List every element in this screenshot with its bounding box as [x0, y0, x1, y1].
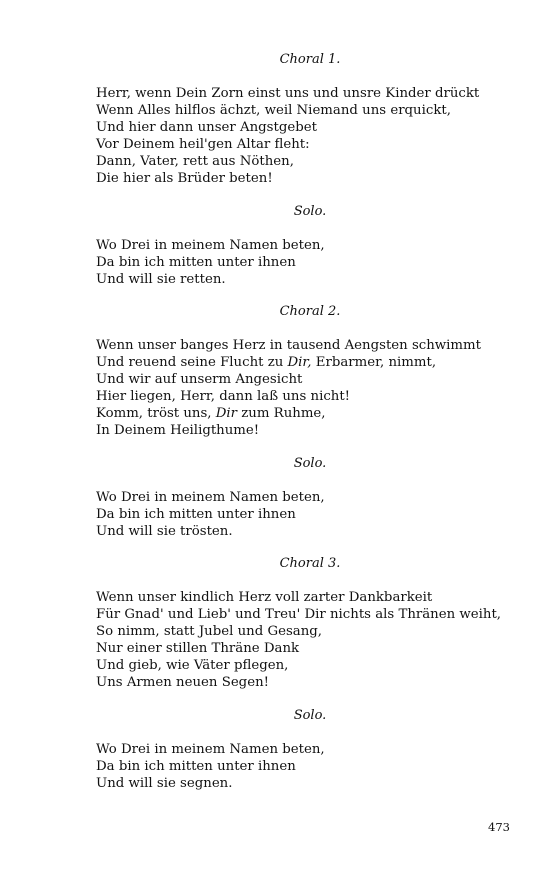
verse-line	[96, 170, 479, 187]
verse-text: In Deinem Heiligthume!	[96, 423, 260, 438]
verse-text: So nimm, statt Jubel und Gesang,	[96, 624, 323, 639]
stanza-choral-1	[96, 85, 479, 187]
stanza-solo-2	[96, 489, 325, 540]
verse-line	[96, 606, 501, 623]
verse-line	[96, 405, 481, 422]
verse-text: Die hier als Brüder beten!	[96, 171, 273, 186]
verse-text: Wo Drei in meinem Namen beten,	[96, 742, 325, 757]
verse-text: Hier liegen, Herr, dann laß uns nicht!	[96, 389, 351, 404]
verse-line	[96, 623, 501, 640]
verse-text: Wo Drei in meinem Namen beten,	[96, 238, 325, 253]
stanza-solo-3	[96, 741, 325, 792]
heading-solo-2: Solo.	[293, 456, 327, 471]
heading-choral-1: Choral 1.	[279, 52, 341, 67]
verse-text: Wenn Alles hilflos ächzt, weil Niemand uns erquickt,	[96, 103, 451, 118]
heading-choral-2: Choral 2.	[279, 304, 341, 319]
verse-text: Da bin ich mitten unter ihnen	[96, 507, 296, 522]
verse-text: Vor Deinem heil'gen Altar fleht:	[96, 137, 310, 152]
verse-line	[96, 741, 325, 758]
stanza-solo-1	[96, 237, 325, 288]
verse-line	[96, 589, 501, 606]
verse-line	[96, 119, 479, 136]
verse-line	[96, 354, 481, 371]
verse-text: Nur einer stillen Thräne Dank	[96, 641, 300, 656]
verse-text: Komm, tröst uns,	[96, 406, 216, 421]
verse-text: Und hier dann unser Angstgebet	[96, 120, 317, 135]
verse-text: Wo Drei in meinem Namen beten,	[96, 490, 325, 505]
verse-line	[96, 337, 481, 354]
verse-text: Für Gnad' und Lieb' und Treu' Dir nichts als Thränen weiht,	[96, 607, 502, 622]
verse-text: Herr, wenn Dein Zorn einst uns und unsre Kinder drückt	[96, 86, 480, 101]
heading-solo-1: Solo.	[293, 204, 327, 219]
verse-line	[96, 523, 325, 540]
verse-text: Da bin ich mitten unter ihnen	[96, 759, 296, 774]
verse-line	[96, 506, 325, 523]
verse-line	[96, 489, 325, 506]
verse-text: Und will sie trösten.	[96, 524, 233, 539]
heading-choral-3: Choral 3.	[279, 556, 341, 571]
verse-text: Und will sie retten.	[96, 272, 226, 287]
verse-line	[96, 136, 479, 153]
verse-line	[96, 674, 501, 691]
verse-text: Wenn unser banges Herz in tausend Aengsten schwimmt	[96, 338, 481, 353]
verse-line	[96, 640, 501, 657]
verse-text: Dann, Vater, rett aus Nöthen,	[96, 154, 294, 169]
verse-text: Und will sie segnen.	[96, 776, 233, 791]
verse-line	[96, 775, 325, 792]
page-number: 473	[488, 820, 510, 834]
verse-line	[96, 657, 501, 674]
verse-line	[96, 371, 481, 388]
verse-line	[96, 254, 325, 271]
verse-line	[96, 237, 325, 254]
verse-emphasis: Dir	[215, 406, 238, 421]
verse-emphasis: Dir,	[287, 355, 312, 370]
verse-text: Da bin ich mitten unter ihnen	[96, 255, 296, 270]
verse-line	[96, 758, 325, 775]
verse-text: Uns Armen neuen Segen!	[96, 675, 269, 690]
verse-line	[96, 422, 481, 439]
stanza-choral-2	[96, 337, 481, 439]
verse-line	[96, 153, 479, 170]
verse-line	[96, 102, 479, 119]
verse-line	[96, 271, 325, 288]
stanza-choral-3	[96, 589, 501, 691]
verse-line	[96, 388, 481, 405]
verse-line	[96, 85, 479, 102]
verse-text: Und wir auf unserm Angesicht	[96, 372, 303, 387]
verse-text: Wenn unser kindlich Herz voll zarter Dankbarkeit	[96, 590, 433, 605]
verse-text: Und reuend seine Flucht zu	[96, 355, 288, 370]
verse-text: Und gieb, wie Väter pflegen,	[96, 658, 289, 673]
verse-text: Erbarmer, nimmt,	[311, 355, 437, 370]
heading-solo-3: Solo.	[293, 708, 327, 723]
verse-text: zum Ruhme,	[237, 406, 326, 421]
